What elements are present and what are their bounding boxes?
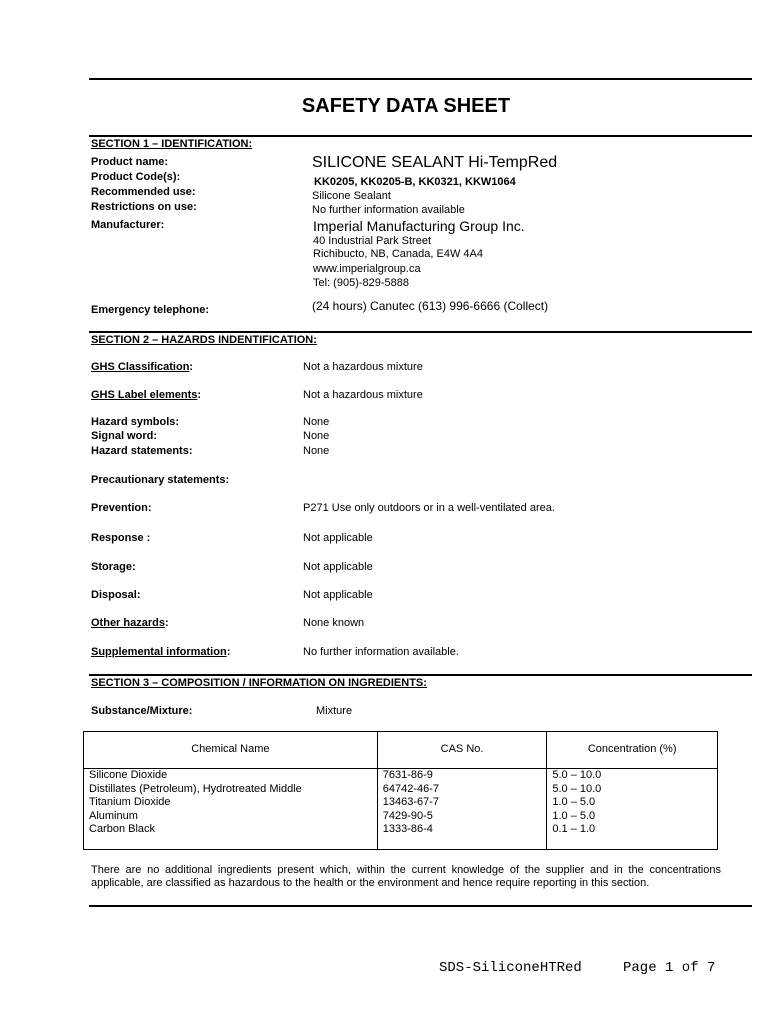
disposal-value: Not applicable xyxy=(303,589,373,601)
cas-number: 7429-90-5 xyxy=(382,809,433,822)
chemical-name: Distillates (Petroleum), Hydrotreated Middle xyxy=(89,782,302,795)
product-name-label: Product name: xyxy=(91,156,169,168)
chemical-name: Aluminum xyxy=(89,809,138,822)
manufacturer-address2: Richibucto, NB, Canada, E4W 4A4 xyxy=(313,248,483,260)
signal-word-label: Signal word: xyxy=(91,430,157,442)
disposal-label: Disposal: xyxy=(91,589,141,601)
section1-heading: SECTION 1 – IDENTIFICATION: xyxy=(91,138,253,150)
other-hazards-value: None known xyxy=(303,617,365,629)
signal-word-value: None xyxy=(303,430,330,442)
cas-number: 1333-86-4 xyxy=(382,823,433,835)
section1-rule xyxy=(89,135,752,137)
hazard-symbols-value: None xyxy=(303,416,330,428)
hazard-symbols-label: Hazard symbols: xyxy=(91,416,180,428)
response-label: Response : xyxy=(91,532,151,544)
ghs-classification-value: Not a hazardous mixture xyxy=(303,361,423,373)
supplemental-label: Supplemental information: xyxy=(91,646,231,658)
prevention-label: Prevention: xyxy=(91,502,152,514)
chemical-name: Silicone Dioxide xyxy=(89,769,168,781)
substance-value: Mixture xyxy=(316,705,353,717)
cas-no-cell xyxy=(377,769,547,850)
substance-label: Substance/Mixture: xyxy=(91,705,193,717)
section3-rule xyxy=(89,674,752,676)
chemical-name-cell xyxy=(84,769,378,850)
manufacturer-tel: Tel: (905)-829-5888 xyxy=(313,277,410,289)
ghs-classification-label: GHS Classification: xyxy=(91,361,194,373)
restrictions-label: Restrictions on use: xyxy=(91,201,197,213)
header-chemical-name: Chemical Name xyxy=(84,732,378,769)
manufacturer-address1: 40 Industrial Park Street xyxy=(313,235,432,247)
response-value: Not applicable xyxy=(303,532,373,544)
ingredients-table xyxy=(83,731,718,850)
header-concentration: Concentration (%) xyxy=(547,732,718,769)
precautionary-label: Precautionary statements: xyxy=(91,474,230,486)
footer-doc-id: SDS-SiliconeHTRed xyxy=(439,960,582,976)
product-codes-label: Product Code(s): xyxy=(91,171,181,183)
bottom-rule xyxy=(89,905,752,907)
page-title: SAFETY DATA SHEET xyxy=(301,95,511,117)
cas-number: 13463-67-7 xyxy=(382,796,440,808)
cas-number: 7631-86-9 xyxy=(382,769,433,781)
hazard-statements-label: Hazard statements: xyxy=(91,445,193,457)
ingredients-note: There are no additional ingredients present which, within the current knowledge of the supplier and in the concentrations applicable, are classified as hazardous to the health or the environment and hence require reporting in this section. xyxy=(91,864,721,889)
concentration: 1.0 – 5.0 xyxy=(552,809,596,822)
emergency-value: (24 hours) Canutec (613) 996-6666 (Collect) xyxy=(312,299,549,313)
recommended-use-label: Recommended use: xyxy=(91,186,196,198)
restrictions-value: No further information available xyxy=(312,204,465,216)
recommended-use-value: Silicone Sealant xyxy=(312,190,391,202)
header-cas-no: CAS No. xyxy=(377,732,547,769)
section2-rule xyxy=(89,331,752,333)
chemical-name: Titanium Dioxide xyxy=(89,796,171,808)
manufacturer-website: www.imperialgroup.ca xyxy=(313,263,421,275)
footer-page-number: Page 1 of 7 xyxy=(623,960,716,976)
table-header-row xyxy=(84,732,718,769)
cas-number: 64742-46-7 xyxy=(382,782,440,795)
section3-heading: SECTION 3 – COMPOSITION / INFORMATION ON INGREDIENTS: xyxy=(91,677,427,689)
hazard-statements-value: None xyxy=(303,445,330,457)
concentration-cell xyxy=(547,769,718,850)
ghs-label-elements-value: Not a hazardous mixture xyxy=(303,389,423,401)
table-row xyxy=(84,769,718,850)
ghs-label-elements-label: GHS Label elements: xyxy=(91,389,202,401)
concentration: 1.0 – 5.0 xyxy=(552,796,596,808)
concentration: 5.0 – 10.0 xyxy=(552,782,602,795)
other-hazards-label: Other hazards: xyxy=(91,617,169,629)
manufacturer-label: Manufacturer: xyxy=(91,219,165,231)
section2-heading: SECTION 2 – HAZARDS INDENTIFICATION: xyxy=(91,334,317,346)
chemical-name: Carbon Black xyxy=(89,823,156,835)
product-name-value: SILICONE SEALANT Hi-TempRed xyxy=(312,154,558,171)
storage-label: Storage: xyxy=(91,561,136,573)
emergency-label: Emergency telephone: xyxy=(91,304,209,316)
manufacturer-name: Imperial Manufacturing Group Inc. xyxy=(313,218,525,234)
top-rule xyxy=(89,78,752,80)
concentration: 0.1 – 1.0 xyxy=(552,823,596,835)
product-codes-value: KK0205, KK0205-B, KK0321, KKW1064 xyxy=(314,176,516,188)
concentration: 5.0 – 10.0 xyxy=(552,769,602,781)
storage-value: Not applicable xyxy=(303,561,373,573)
supplemental-value: No further information available. xyxy=(303,646,459,658)
prevention-value: P271 Use only outdoors or in a well-ventilated area. xyxy=(303,502,555,514)
